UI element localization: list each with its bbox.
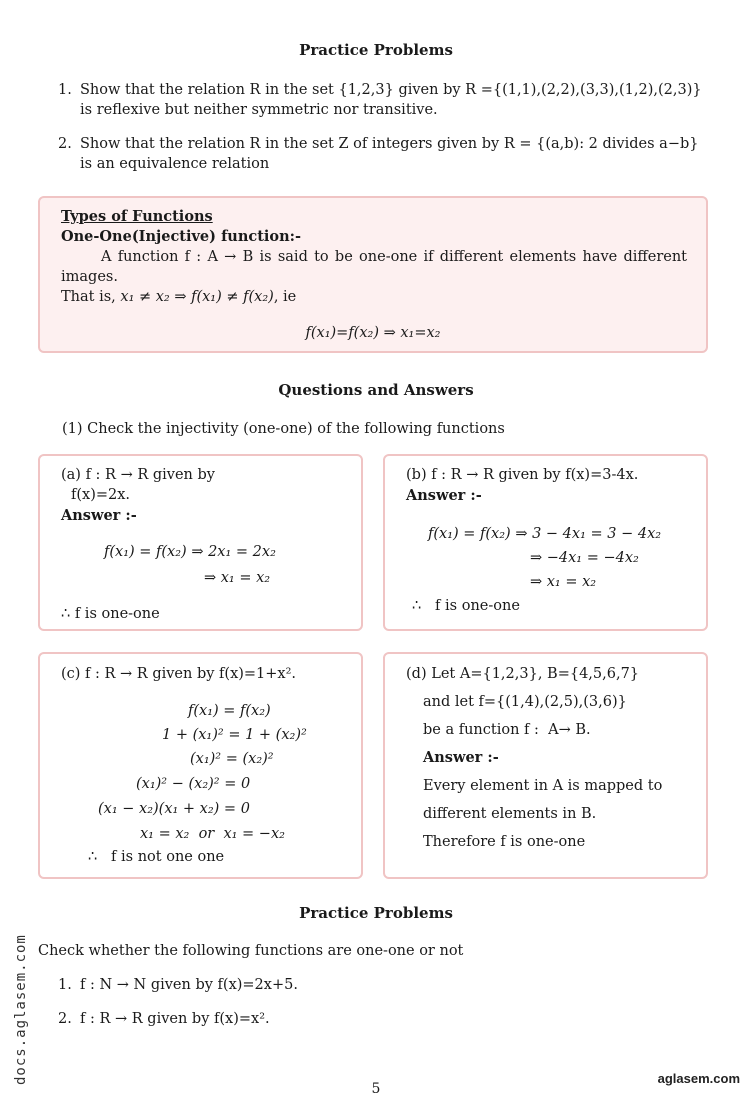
definition-text: A function f : A → B is said to be one-one if different elements have different images. — [61, 249, 687, 286]
brand-link[interactable]: aglasem.com — [657, 1071, 740, 1086]
d-answer-label: Answer :- — [423, 749, 499, 766]
problem-number: 1. — [58, 82, 72, 98]
ie-text: , ie — [273, 289, 297, 305]
types-of-functions-box — [38, 196, 708, 353]
c-conclusion: ∴ f is not one one — [88, 849, 225, 865]
problem-item-2 — [58, 134, 708, 175]
answer-box-a — [38, 454, 363, 631]
answer-box-c — [38, 652, 363, 879]
a-conclusion: ∴ f is one-one — [61, 606, 160, 622]
a-line1: (a) f : R → R given by — [61, 467, 215, 483]
practice-text: f : N → N given by f(x)=2x+5. — [80, 977, 298, 993]
d-line3: be a function f : A→ B. — [423, 722, 591, 738]
b-eq2: ⇒ −4x₁ = −4x₂ — [530, 550, 639, 566]
d-line1: (d) Let A={1,2,3}, B={4,5,6,7} — [406, 666, 640, 682]
answer-box-d — [383, 652, 708, 879]
practice-intro: Check whether the following functions are one-one or not — [38, 943, 464, 959]
a-line2: f(x)=2x. — [71, 487, 131, 503]
c-eq4: (x₁)² − (x₂)² = 0 — [136, 776, 251, 792]
side-watermark: docs.aglasem.com — [13, 934, 29, 1085]
c-eq6: x₁ = x₂ or x₁ = −x₂ — [140, 826, 285, 842]
b-line1: (b) f : R → R given by f(x)=3-4x. — [406, 467, 639, 483]
page-number: 5 — [371, 1081, 381, 1097]
c-line1: (c) f : R → R given by f(x)=1+x². — [61, 666, 297, 682]
answer-box-b — [383, 454, 708, 631]
practice-number: 2. — [58, 1011, 72, 1027]
b-eq3: ⇒ x₁ = x₂ — [530, 574, 597, 590]
a-eq1: f(x₁) = f(x₂) ⇒ 2x₁ = 2x₂ — [104, 544, 276, 560]
that-is-line — [61, 287, 296, 307]
b-conclusion: ∴ f is one-one — [412, 598, 520, 614]
injective-equation: f(x₁)=f(x₂) ⇒ x₁=x₂ — [305, 325, 441, 341]
c-eq3: (x₁)² = (x₂)² — [190, 751, 274, 767]
qa-heading: Questions and Answers — [278, 381, 474, 399]
d-line5: different elements in B. — [423, 806, 597, 822]
practice-item-1 — [58, 975, 708, 995]
practice-text: f : R → R given by f(x)=x². — [80, 1011, 270, 1027]
box-title: Types of Functions — [61, 208, 213, 225]
d-line6: Therefore f is one-one — [423, 834, 586, 850]
problem-item-1 — [58, 80, 708, 121]
that-is-prefix: That is, — [61, 289, 121, 305]
d-line4: Every element in A is mapped to — [423, 778, 663, 794]
practice-item-2 — [58, 1009, 708, 1029]
practice-problems-heading: Practice Problems — [299, 41, 453, 59]
c-eq1: f(x₁) = f(x₂) — [188, 703, 271, 719]
a-eq2: ⇒ x₁ = x₂ — [204, 570, 271, 586]
problem-text: Show that the relation R in the set Z of integers given by R = {(a,b): 2 divides a−b} is an equivalence relation — [80, 136, 699, 173]
b-answer-label: Answer :- — [406, 487, 482, 504]
a-answer-label: Answer :- — [61, 507, 137, 524]
practice-problems-heading-2: Practice Problems — [299, 904, 453, 922]
d-line2: and let f={(1,4),(2,5),(3,6)} — [423, 694, 627, 710]
problem-number: 2. — [58, 136, 72, 152]
c-eq2: 1 + (x₁)² = 1 + (x₂)² — [162, 727, 307, 743]
box-subtitle: One-One(Injective) function:- — [61, 228, 302, 245]
c-eq5: (x₁ − x₂)(x₁ + x₂) = 0 — [98, 801, 250, 817]
problem-text: Show that the relation R in the set {1,2,3} given by R ={(1,1),(2,2),(3,3),(1,2),(2,3)} is reflexive but neither symmetric nor transitive. — [80, 82, 702, 119]
practice-number: 1. — [58, 977, 72, 993]
condition-formula: x₁ ≠ x₂ ⇒ f(x₁) ≠ f(x₂) — [120, 289, 274, 305]
qa-question: (1) Check the injectivity (one-one) of the following functions — [62, 421, 505, 437]
b-eq1: f(x₁) = f(x₂) ⇒ 3 − 4x₁ = 3 − 4x₂ — [428, 526, 662, 542]
